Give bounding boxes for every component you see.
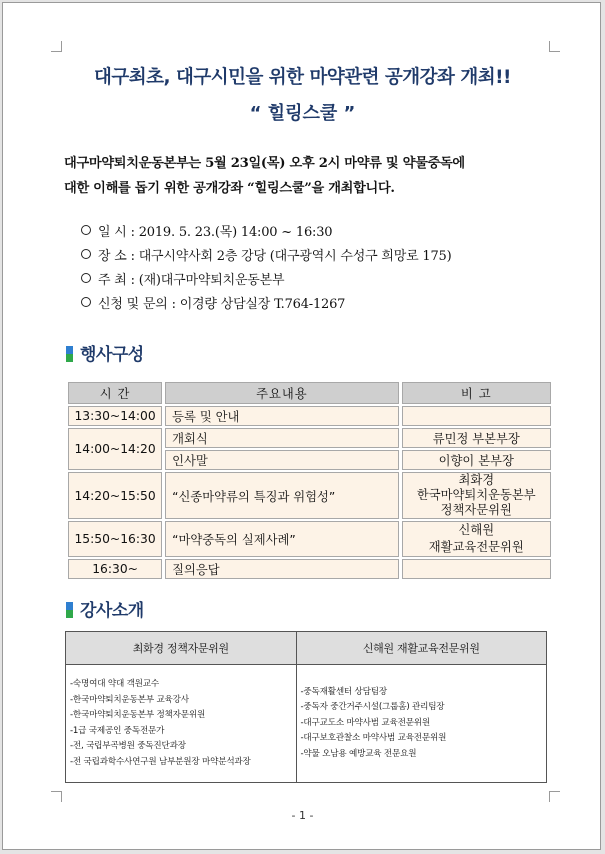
note-line: 신해원 [458,523,495,537]
table-row [68,428,551,448]
margin-corner-mark [51,41,62,52]
section-marker-icon [66,602,73,618]
career-item: -대구보호관찰소 마약사범 교육전문위원 [300,733,447,744]
time-cell: 14:20~15:50 [68,472,162,519]
table-header-row [68,382,551,404]
content-cell: 질의응답 [165,559,398,579]
page-number: - 1 - [291,809,314,822]
note-cell [402,559,551,579]
career-item: -약물 오남용 예방교육 전문요원 [300,748,417,759]
document-title: 대구최초, 대구시민을 위한 마약관련 공개강좌 개최!! [94,67,511,88]
margin-corner-mark [51,791,62,802]
content-cell: 등록 및 안내 [165,406,398,426]
career-item: -한국마약퇴치운동본부 정책자문위원 [70,710,206,720]
note-line: 정책자문위원 [440,503,512,517]
career-item: -중독자 중간거주시설(그룹홈) 관리팀장 [300,702,445,713]
lecturer-details-row [66,665,547,783]
career-item: -대구교도소 마약사범 교육전문위원 [300,717,431,728]
info-item-contact: 신청 및 문의 : 이경량 상담실장 T.764-1267 [81,293,451,317]
content-cell: 개회식 [165,428,398,448]
intro-line: 대한 이해를 돕기 위한 공개강좌 “힐링스쿨”을 개최합니다. [64,181,395,196]
time-cell: 14:00~14:20 [68,428,162,470]
note-line: 최화경 [458,473,495,487]
note-line: 한국마약퇴치운동본부 [416,488,536,502]
table-row [68,559,551,579]
intro-line: 대구마약퇴치운동본부는 5월 23일(목) 오후 2시 마약류 및 약물중독에 [64,156,465,171]
content-cell: “마약중독의 실제사례” [165,521,398,557]
note-cell [402,521,551,557]
section-heading-program: 행사구성 [66,340,144,365]
info-item-place: 장 소 : 대구시약사회 2층 강당 (대구광역시 수성구 희망로 175) [81,245,451,269]
career-item: -숙명여대 약대 객원교수 [70,679,159,689]
career-item: -한국마약퇴치운동본부 교육강사 [70,694,189,705]
lecturer-header-2: 신해원 재활교육전문위원 [296,632,546,665]
note-cell: 이향이 본부장 [402,450,551,470]
time-cell: 16:30~ [68,559,162,579]
header-time: 시 간 [68,382,162,404]
circle-bullet-icon [81,297,91,307]
time-cell: 13:30~14:00 [68,406,162,426]
content-cell: 인사말 [165,450,398,470]
lecturer-header-1: 최화경 정책자문위원 [66,632,297,665]
table-row [68,472,551,519]
table-row [68,406,551,426]
table-row [68,521,551,557]
circle-bullet-icon [81,249,91,259]
info-item-host: 주 최 : (재)대구마약퇴치운동본부 [81,269,451,293]
content-cell: “신종마약류의 특징과 위험성” [165,472,398,519]
program-table [65,380,554,581]
career-item: -1급 국제공인 중독전문가 [70,725,165,736]
circle-bullet-icon [81,225,91,235]
info-item-date: 일 시 : 2019. 5. 23.(목) 14:00 ~ 16:30 [81,221,451,245]
section-marker-icon [66,346,73,362]
career-item: -중독재활센터 상담팀장 [300,686,387,697]
lecturer-header-row [66,632,547,665]
note-cell [402,406,551,426]
career-item: -전 국립과학수사연구원 남부분원장 마약분석과장 [70,756,251,767]
margin-corner-mark [549,791,560,802]
intro-paragraph [64,151,554,201]
lecturer-table [65,631,547,783]
lecturer-2-career [296,665,546,783]
event-info-list [81,221,451,317]
header-content: 주요내용 [165,382,398,404]
document-subtitle: “ 힐링스쿨 ” [249,103,356,124]
circle-bullet-icon [81,273,91,283]
career-item: -전, 국립부곡병원 중독진단과장 [70,741,186,751]
note-cell: 류민정 부본부장 [402,428,551,448]
note-cell [402,472,551,519]
document-page [2,2,601,850]
section-heading-lecturers: 강사소개 [66,596,144,621]
lecturer-1-career [66,665,297,783]
header-note: 비 고 [402,382,551,404]
time-cell: 15:50~16:30 [68,521,162,557]
margin-corner-mark [549,41,560,52]
note-line: 재활교육전문위원 [428,540,524,554]
